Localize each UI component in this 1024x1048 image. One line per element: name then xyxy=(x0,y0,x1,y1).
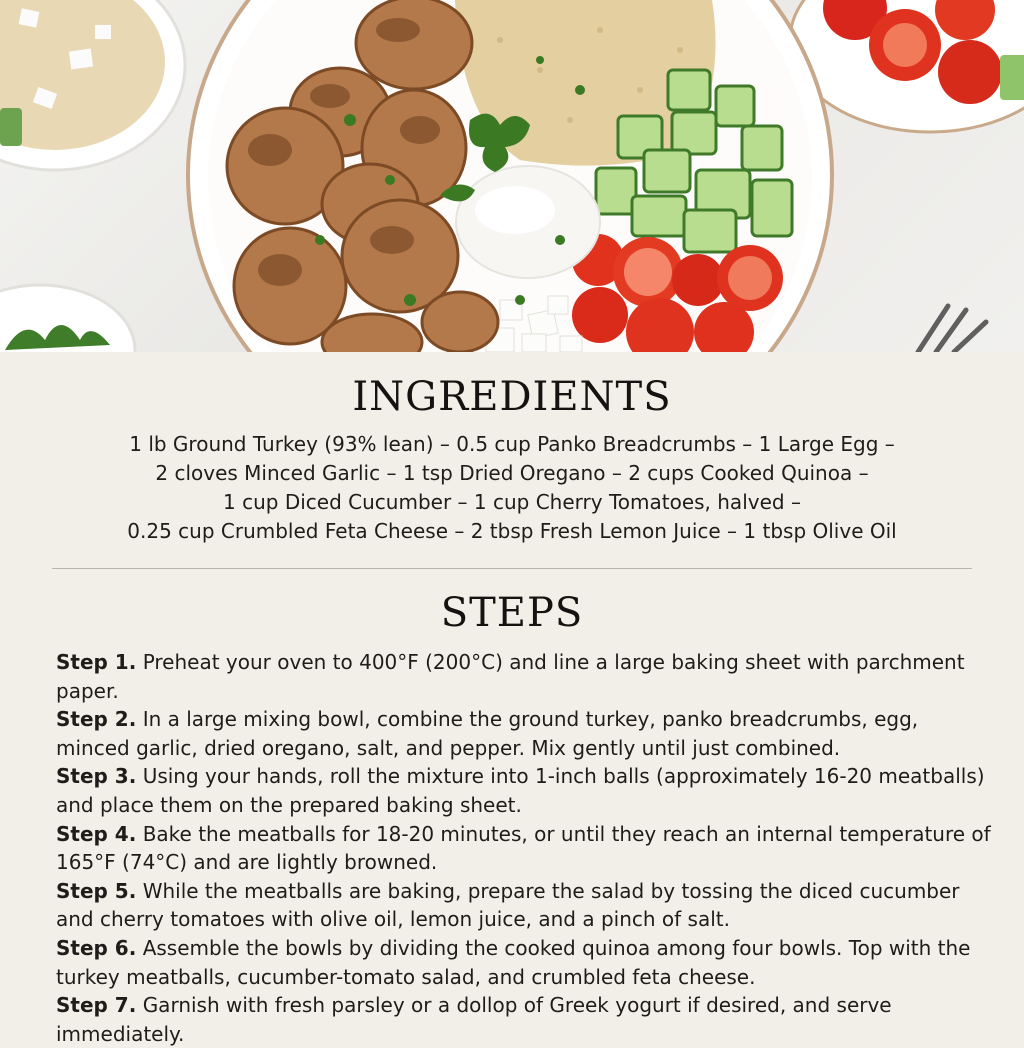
side-bowl-herbs xyxy=(0,285,135,352)
ingredient-separator: – xyxy=(727,519,738,543)
food-photo xyxy=(0,0,1024,352)
step-item xyxy=(56,648,996,705)
ingredient-item: 0.25 cup Crumbled Feta Cheese xyxy=(127,519,448,543)
step-text: Bake the meatballs for 18-20 minutes, or until they reach an internal temperature of 165°F (74°C) and are lightly browned. xyxy=(56,821,991,875)
ingredient-item: 1 cup Cherry Tomatoes, halved xyxy=(473,490,785,514)
step-text: Assemble the bowls by dividing the cooked quinoa among four bowls. Top with the turkey meatballs, cucumber-tomato salad, and crumbled feta cheese. xyxy=(56,935,971,989)
steps-heading: STEPS xyxy=(440,590,584,636)
step-item xyxy=(56,762,996,819)
step-label: Step 3. xyxy=(56,764,137,789)
ingredient-separator: – xyxy=(790,490,801,514)
step-item xyxy=(56,705,996,762)
step-label: Step 5. xyxy=(56,878,137,903)
step-label: Step 4. xyxy=(56,821,137,846)
ingredient-item: 2 cups Cooked Quinoa xyxy=(628,461,853,485)
step-label: Step 6. xyxy=(56,935,137,960)
ingredients-list xyxy=(110,430,914,546)
ingredient-separator: – xyxy=(386,461,397,485)
step-item xyxy=(56,991,996,1048)
ingredient-separator: – xyxy=(457,490,468,514)
meatball-bowl-illustration xyxy=(0,0,1024,352)
ingredient-separator: – xyxy=(611,461,622,485)
step-text: While the meatballs are baking, prepare the salad by tossing the diced cucumber and cherry tomatoes with olive oil, lemon juice, and a pinch of salt. xyxy=(56,878,960,932)
step-text: Using your hands, roll the mixture into 1-inch balls (approximately 16-20 meatballs) and place them on the prepared baking sheet. xyxy=(56,764,985,817)
step-item xyxy=(56,877,996,934)
steps-list xyxy=(56,648,996,1048)
step-label: Step 7. xyxy=(56,993,137,1018)
ingredient-item: 2 cloves Minced Garlic xyxy=(155,461,381,485)
section-divider xyxy=(52,568,972,569)
ingredient-item: 1 tsp Dried Oregano xyxy=(402,461,606,485)
ingredient-separator: – xyxy=(884,432,895,456)
ingredient-item: 1 lb Ground Turkey (93% lean) xyxy=(129,432,434,456)
main-bowl xyxy=(188,0,832,352)
ingredient-separator: – xyxy=(742,432,753,456)
step-text: Preheat your oven to 400°F (200°C) and line a large baking sheet with parchment paper. xyxy=(56,650,965,703)
ingredient-separator: – xyxy=(858,461,869,485)
ingredient-item: 1 Large Egg xyxy=(758,432,879,456)
step-text: In a large mixing bowl, combine the ground turkey, panko breadcrumbs, egg, minced garlic, dried oregano, salt, and pepper. Mix gently until just combined. xyxy=(56,707,919,760)
step-text: Garnish with fresh parsley or a dollop of Greek yogurt if desired, and serve immediately. xyxy=(56,993,892,1046)
step-item xyxy=(56,934,996,991)
ingredient-separator: – xyxy=(454,519,465,543)
step-label: Step 1. xyxy=(56,650,137,674)
step-item xyxy=(56,820,996,877)
ingredient-item: 0.5 cup Panko Breadcrumbs xyxy=(456,432,736,456)
step-label: Step 2. xyxy=(56,707,137,732)
fork xyxy=(918,306,986,352)
ingredient-item: 1 tbsp Olive Oil xyxy=(743,519,897,543)
recipe-card xyxy=(0,352,1024,1046)
ingredient-item: 1 cup Diced Cucumber xyxy=(223,490,452,514)
ingredient-item: 2 tbsp Fresh Lemon Juice xyxy=(470,519,721,543)
ingredient-separator: – xyxy=(439,432,450,456)
ingredients-heading: INGREDIENTS xyxy=(352,374,672,420)
side-bowl-quinoa-feta xyxy=(0,0,185,170)
